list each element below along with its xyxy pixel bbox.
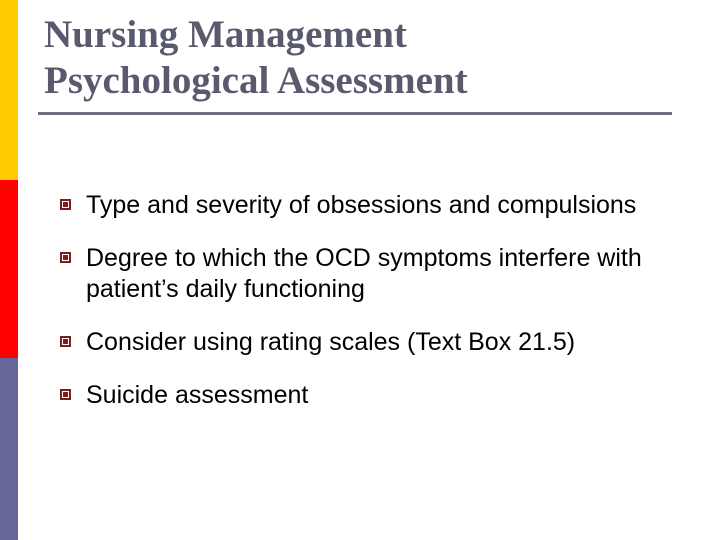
- bullet-item: [60, 380, 680, 411]
- square-bullet-icon: [60, 252, 71, 263]
- slide-title-line-2: Psychological Assessment: [44, 59, 468, 102]
- bullet-item: [60, 243, 680, 305]
- bullet-list: [60, 190, 680, 411]
- bullet-text: Type and severity of obsessions and compulsions: [86, 191, 637, 219]
- square-bullet-icon: [60, 199, 71, 210]
- bullet-text: Consider using rating scales (Text Box 21.5): [86, 328, 576, 356]
- square-bullet-icon: [60, 336, 71, 347]
- accent-bar-yellow: [0, 0, 18, 180]
- accent-bar-red: [0, 180, 18, 358]
- bullet-item: [60, 327, 680, 358]
- square-bullet-icon: [60, 389, 71, 400]
- bullet-text: Degree to which the OCD symptoms interfere with patient’s daily functioning: [86, 244, 642, 303]
- bullet-item: [60, 190, 680, 221]
- title-underline: [38, 112, 672, 115]
- bullet-text: Suicide assessment: [86, 381, 309, 409]
- accent-bar-purple: [0, 358, 18, 540]
- slide-title: [44, 12, 684, 104]
- slide-title-line-1: Nursing Management: [44, 13, 407, 56]
